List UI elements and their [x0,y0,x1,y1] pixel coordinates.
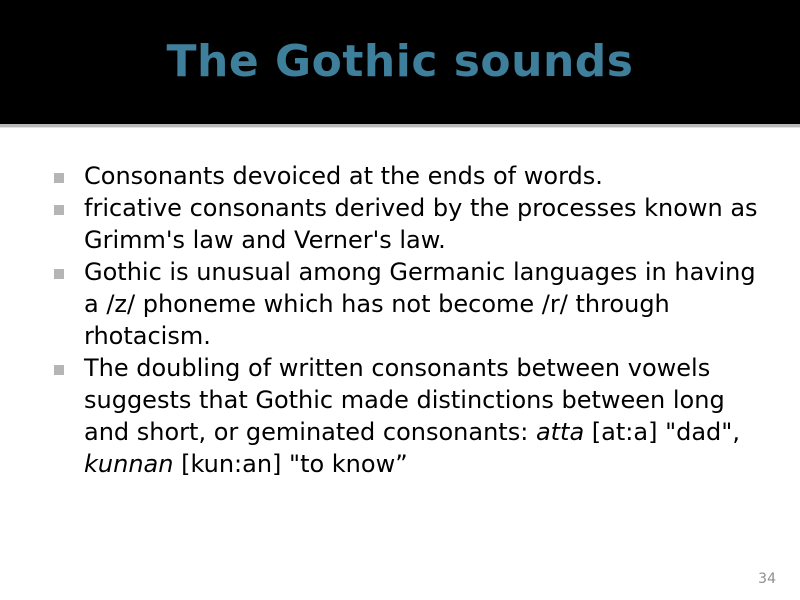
bullet-text [84,352,772,480]
square-bullet-icon [54,205,64,215]
bullet-item [52,160,772,192]
bullet-item [52,192,772,256]
bullet-list [52,160,772,480]
bullet-text: fricative consonants derived by the processes known as Grimm's law and Verner's law. [84,194,758,254]
example-word-atta: atta [535,418,585,446]
example-word-kunnan: kunnan [84,450,174,478]
example-gloss-kunnan: [kun:an] "to know” [173,450,408,478]
bullet-text-intro: The doubling of written consonants between vowels suggests that Gothic made distinctions between long and short, or geminated consonants: [84,354,725,446]
square-bullet-icon [54,365,64,375]
title-divider-shadow [0,127,800,128]
page-number: 34 [758,571,776,587]
bullet-item [52,256,772,352]
bullet-text: Gothic is unusual among Germanic languages in having a /z/ phoneme which has not become /r/ through rhotacism. [84,258,756,350]
example-gloss-atta: [at:a] "dad", [584,418,740,446]
bullet-text: Consonants devoiced at the ends of words. [84,162,603,190]
slide-title: The Gothic sounds [166,36,634,87]
title-band [0,0,800,124]
bullet-item [52,352,772,480]
square-bullet-icon [54,173,64,183]
square-bullet-icon [54,269,64,279]
